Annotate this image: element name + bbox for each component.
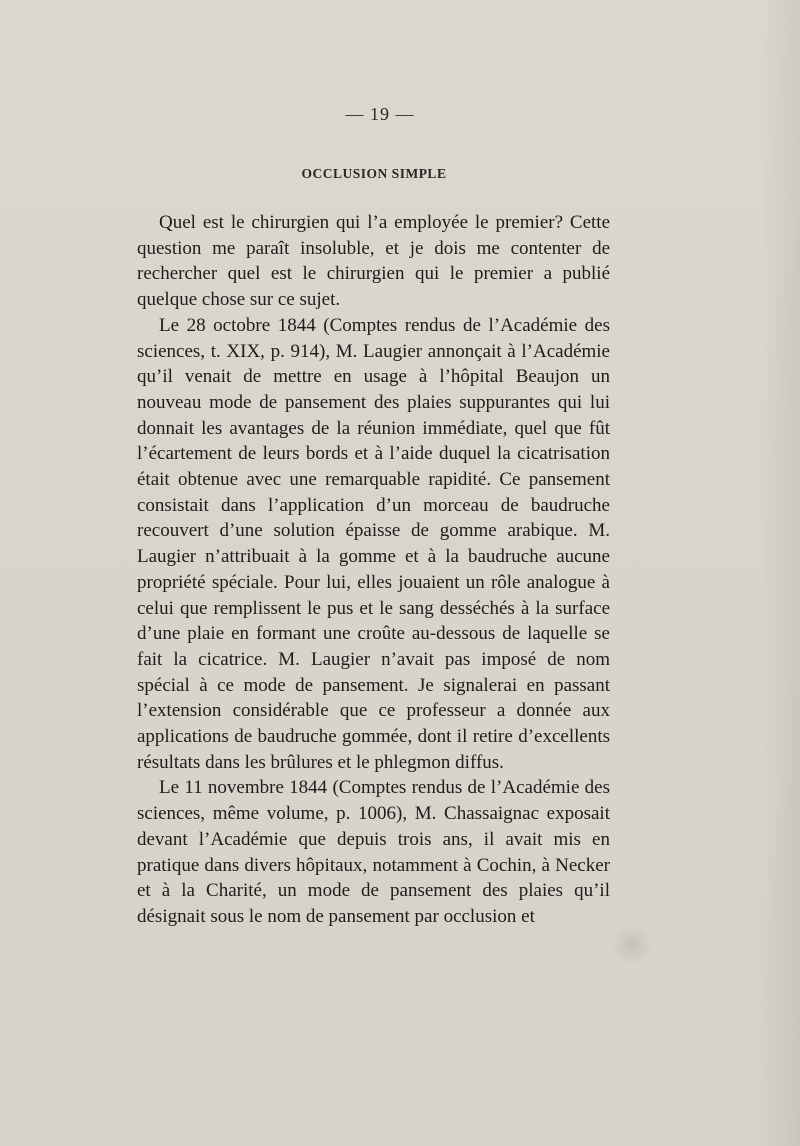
page-number: — 19 — bbox=[345, 104, 415, 124]
paragraph-3: Le 11 novembre 1844 (Comptes rendus de l’Académie des sciences, même volume, p. 1006), M. Chassaignac exposait devant l’Académie que depuis trois ans, il avait mis en pratique dans divers hôpitaux, notamment à Cochin, à Necker et à la Charité, un mode de pansement des plaies qu’il désignait sous le nom de pansement par occlusion et bbox=[137, 777, 610, 927]
running-title: OCCLUSION SIMPLE bbox=[301, 166, 447, 181]
page-edge-shadow bbox=[760, 0, 800, 1146]
paragraph-1: Quel est le chirurgien qui l’a employée le premier? Cette question me paraît insoluble, et je dois me contenter de rechercher quel est le chirurgien qui le premier a publié quelque chose sur ce sujet. bbox=[137, 212, 610, 311]
paragraph-2: Le 28 octobre 1844 (Comptes rendus de l’Académie des sciences, t. XIX, p. 914), M. Laugier annonçait à l’Académie qu’il venait de mettre en usage à l’hôpital Beaujon un nouveau mode de pansement des plaies suppurantes qui lui donnait les avantages de la réunion immédiate, quel que fût l’écartement de leurs bords et à l’aide duquel la cicatrisation était obtenue avec une remarquable rapidité. Ce pansement consistait dans l’application d’un morceau de baudruche recouvert d’une solution épaisse de gomme arabique. M. Laugier n’attribuait à la gomme et à la baudruche aucune propriété spéciale. Pour lui, elles jouaient un rôle analogue à celui que remplissent le pus et le sang desséchés à la surface d’une plaie en formant une croûte au-dessous de laquelle se fait la cicatrice. M. Laugier n’avait pas imposé de nom spécial à ce mode de pansement. Je signalerai en passant l’extension considérable que ce professeur a donnée aux applications de baudruche gommée, dont il retire d’excellents résultats dans les brûlures et le phlegmon diffus. bbox=[137, 314, 610, 773]
paper-stain bbox=[612, 925, 652, 965]
body-text bbox=[137, 210, 610, 930]
